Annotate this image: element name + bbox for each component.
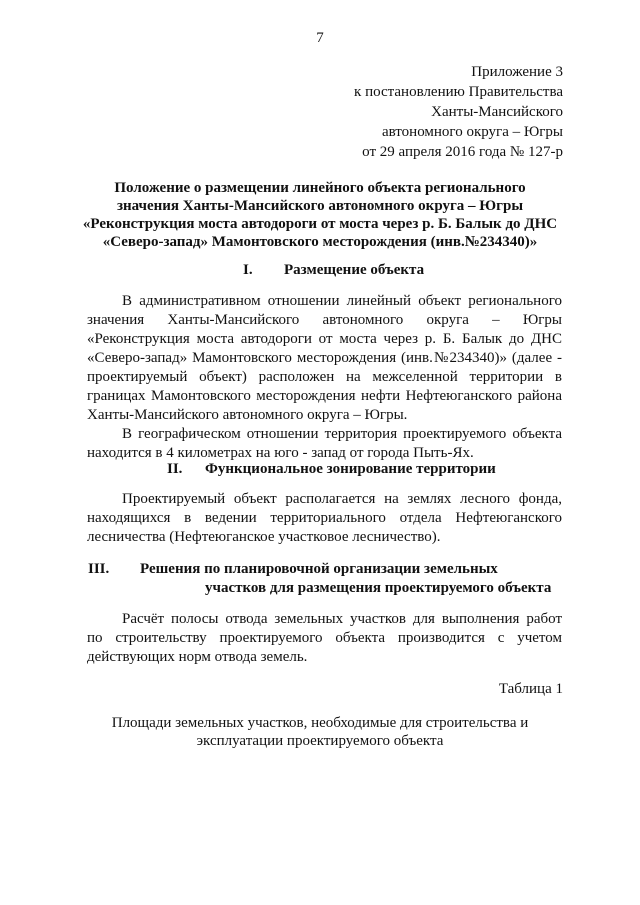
appendix-line: к постановлению Правительства — [354, 84, 563, 100]
text-line: проектируемый объект) расположен на межселенной территории в — [87, 369, 562, 385]
table-caption — [80, 714, 560, 750]
title-line: «Реконструкция моста автодороги от моста через р. Б. Балык до ДНС — [82, 216, 558, 232]
text-line: действующих норм отвода земель. — [87, 649, 308, 665]
text-line: границах Мамонтовского месторождения нефти Нефтеюганского района — [87, 388, 562, 404]
section1-paragraph-2 — [87, 425, 562, 463]
caption-line: эксплуатации проектируемого объекта — [196, 733, 444, 749]
section2-number: II. — [167, 461, 183, 477]
section3-paragraph — [87, 610, 562, 667]
appendix-line: автономного округа – Югры — [381, 124, 563, 140]
section3-title-line-2: участков для размещения проектируемого объекта — [205, 580, 552, 596]
section1-title: Размещение объекта — [284, 262, 425, 278]
appendix-line: от 29 апреля 2016 года № 127-р — [362, 144, 563, 160]
title-line: Положение о размещении линейного объекта регионального — [114, 180, 526, 196]
title-line: «Северо-запад» Мамонтовского месторождения (инв.№234340)» — [102, 234, 538, 250]
text-line: находящихся в ведении территориального отдела Нефтеюганского — [87, 510, 562, 526]
text-line: значения Ханты-Мансийского автономного округа – Югры — [87, 312, 562, 328]
text-line: «Северо-запад» Мамонтовского месторождения (инв.№234340)» (далее - — [87, 350, 562, 366]
appendix-line: Ханты-Мансийского — [431, 104, 563, 120]
appendix-line: Приложение 3 — [471, 64, 563, 80]
text-line: Проектируемый объект располагается на землях лесного фонда, — [122, 491, 562, 507]
section3-number: III. — [88, 561, 110, 577]
text-line: В административном отношении линейный объект регионального — [122, 293, 562, 309]
table-label: Таблица 1 — [498, 681, 563, 697]
section1-paragraph-1 — [87, 292, 562, 425]
title-line: значения Ханты-Мансийского автономного округа – Югры — [116, 198, 524, 214]
page-number: 7 — [316, 30, 324, 46]
section2-paragraph — [87, 490, 562, 547]
text-line: «Реконструкция моста автодороги от моста через р. Б. Балык до ДНС — [87, 331, 562, 347]
text-line: В географическом отношении территория проектируемого объекта — [122, 426, 562, 442]
text-line: Расчёт полосы отвода земельных участков для выполнения работ — [122, 611, 562, 627]
section2-title: Функциональное зонирование территории — [205, 461, 496, 477]
section1-number: I. — [243, 262, 253, 278]
text-line: Ханты-Мансийского автономного округа – Югры. — [87, 407, 408, 423]
section3-title-line-1: Решения по планировочной организации земельных — [140, 561, 498, 577]
text-line: по строительству проектируемого объекта производится с учетом — [87, 630, 562, 646]
document-title — [80, 179, 560, 251]
appendix-reference — [354, 62, 563, 162]
text-line: находится в 4 километрах на юго - запад от города Пыть-Ях. — [87, 445, 474, 461]
caption-line: Площади земельных участков, необходимые для строительства и — [111, 715, 529, 731]
text-line: лесничества (Нефтеюганское участковое лесничество). — [87, 529, 441, 545]
